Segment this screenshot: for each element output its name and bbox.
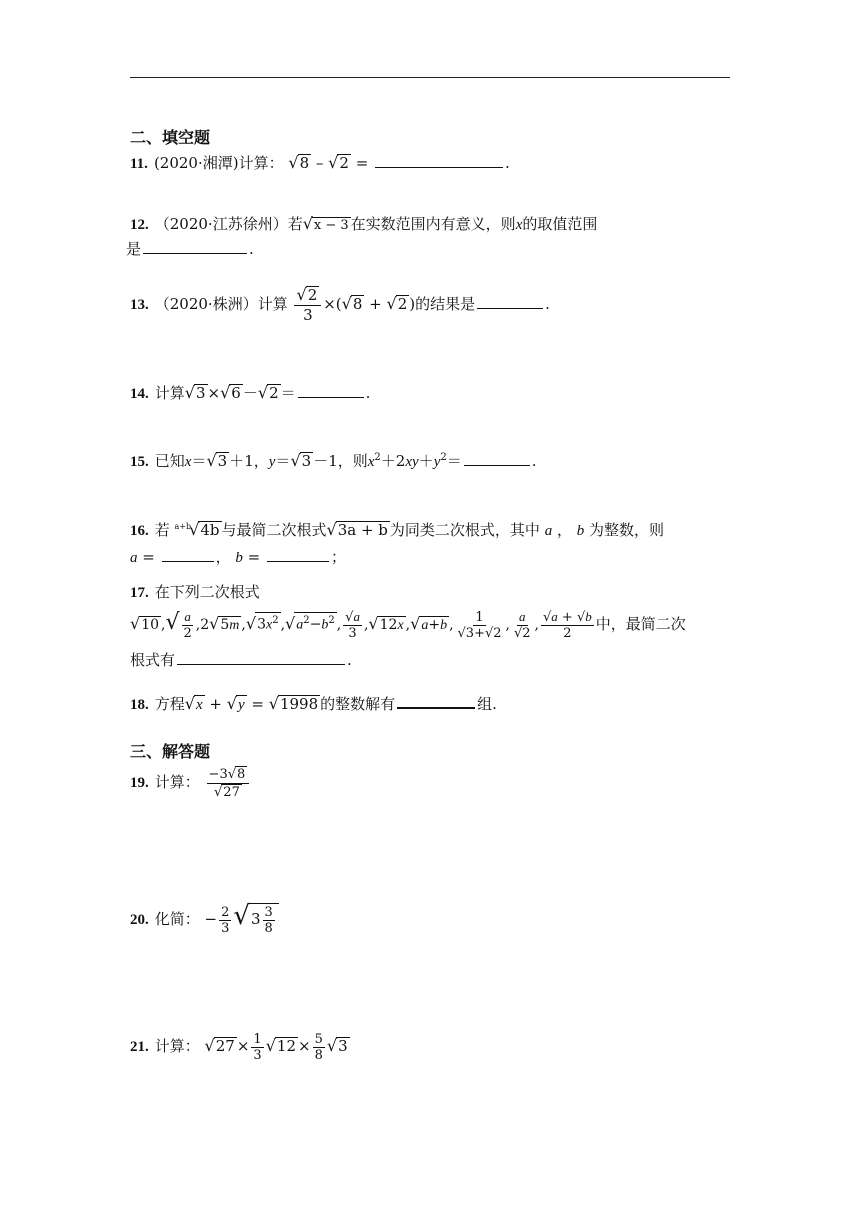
answer-blank-a[interactable]	[162, 547, 214, 562]
question-18: 18. 方程√x + √y = √1998 的整数解有 组.	[130, 694, 497, 713]
question-12: 12. （2020·江苏徐州）若√x − 3 在实数范围内有意义，则x的取值范围 是 .	[126, 214, 598, 258]
question-14: 14. 计算√3 ×√6 －√2 ＝ .	[130, 383, 371, 402]
question-13: 13. （2020·株洲）计算 $\frac{√2}{3}$ ×(√8 + √2 )的结果是 .	[130, 285, 550, 324]
question-17: 17. 在下列二次根式	[130, 583, 260, 601]
question-20: 20. 化简： − $\frac{2}{3}$ √3 $\frac{3}{8}$	[130, 896, 730, 940]
header-rule	[130, 77, 730, 78]
question-11: 11. (2020·湘潭)计算： √8 – √2 = .	[130, 153, 510, 172]
answer-blank[interactable]	[477, 294, 543, 309]
answer-blank[interactable]	[177, 650, 345, 665]
question-17-cont: 根式有 .	[130, 651, 352, 669]
section-solution-title: 三、解答题	[130, 742, 211, 761]
answer-blank[interactable]	[397, 693, 475, 709]
question-21: 21. 计算： √27 × $\frac{1}{3}$ √12 × $\frac{5}{8}$ √3	[130, 1031, 348, 1063]
radical-list: √10 ,√ $\frac{a}{2}$ ,2√5m $,√3x^2$ $,√a^2-b^2$ , $\frac{√a}{3}$ ,√12x ,√a+b , $\frac{1}{√3+√2}$ , $\frac{a}{√2}$ , $\frac{√a + √b}{2}$ 中，最简二次	[130, 609, 686, 641]
answer-blank[interactable]	[143, 239, 247, 254]
section-fill-in-blank-title: 二、填空题	[130, 128, 211, 147]
answer-blank[interactable]	[464, 451, 530, 466]
question-number: 11.	[130, 156, 148, 172]
answer-blank[interactable]	[375, 153, 503, 168]
answer-blank[interactable]	[298, 383, 364, 398]
question-19: 19. 计算： $\frac{-3√8}{√27}$	[130, 762, 730, 803]
question-16: 16. 若 $^{a+b}$√4b 与最简二次根式√3a + b 为同类二次根式，其中 a ， b 为整数，则 a = ， b = ；	[130, 520, 665, 566]
fraction: $\frac{√2}{3}$	[294, 285, 321, 325]
fraction: $\frac{-3√8}{√27}$	[207, 766, 250, 801]
question-15: 15. 已知x＝√3 ＋1，y＝√3 －1，则$x^2+2xy+y^2=$ .	[130, 451, 537, 470]
answer-blank-b[interactable]	[267, 547, 329, 562]
